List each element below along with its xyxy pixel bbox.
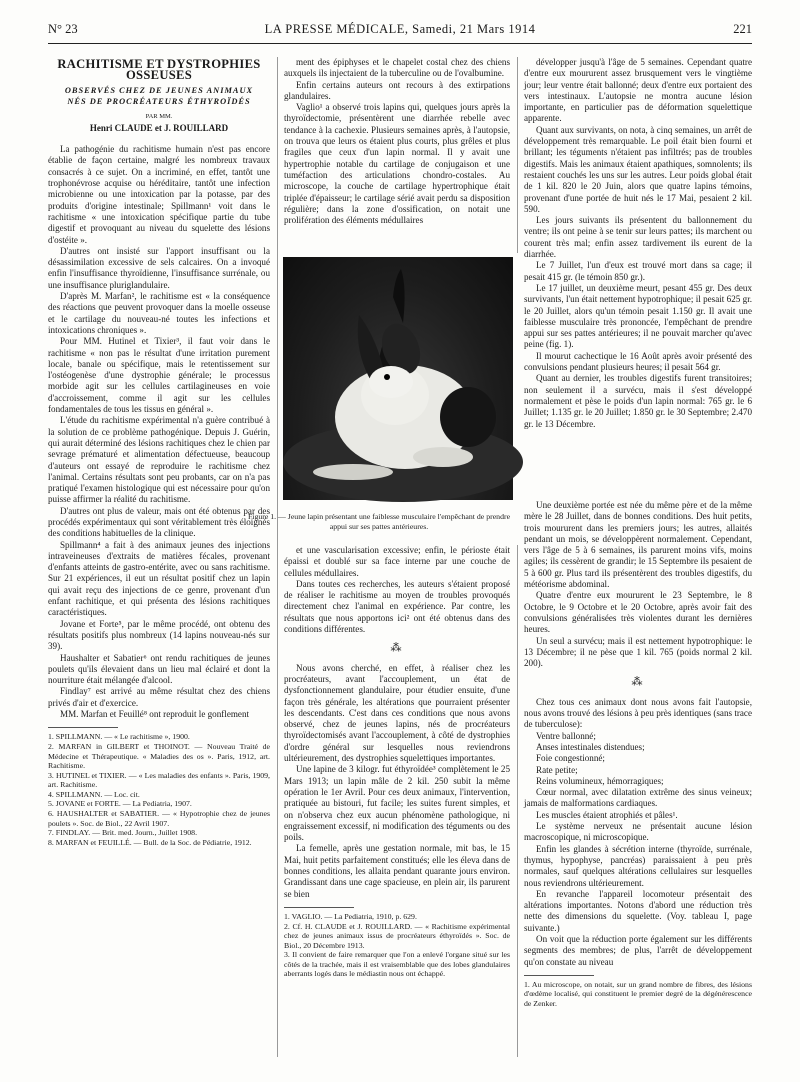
paragraph: En revanche l'appareil locomoteur présentait des altérations importantes. Notons d'abord une réduction très nette des dimensions du squelette. (Voy. tableau I, page suivante.): [524, 888, 752, 933]
footnote: 1. Au microscope, on notait, sur un grand nombre de fibres, des lésions d'œdème localisé, qui constituent le premier degré de la dégénérescence de Zenker.: [524, 979, 752, 1009]
footnote: 5. JOVANE et FORTE. — La Pediatria, 1907.: [48, 799, 192, 809]
body-text: [284, 545, 510, 900]
column-2: [284, 545, 510, 1057]
footnote: 7. FINDLAY. — Brit. med. Journ., Juillet 1908.: [48, 828, 198, 838]
column-divider: [277, 57, 278, 1057]
column-3: [524, 500, 752, 1058]
footnote: 8. MARFAN et FEUILLÉ. — Bull. de la Soc. de Pédiatrie, 1912.: [48, 837, 252, 847]
body-text: [524, 500, 752, 968]
paragraph: ment des épiphyses et le chapelet costal chez des chiens auxquels ils injectaient de la tuberculine ou de l'ovalbumine.: [284, 57, 510, 79]
paragraph: Spillmann⁴ a fait à des animaux jeunes des injections intraveineuses d'extraits de matières fécales, provenant d'enfants atteints de gastro-entérite, avec ou sans rachitisme. Sur 21 expériences, il eut un résultat positif chez un lapin qui avait reçu des injections de ce genre, provenant d'un enfant rachitique, et qui présenta des lésions rachitiques caractéristiques.: [48, 539, 270, 618]
paragraph: D'autres ont insisté sur l'apport insuffisant ou la désassimilation excessive de sels calcaires. On a invoqué enfin l'insuffisance thyroïdienne, l'insuffisance surrénale, ou une insuffisance pluriglandulaire.: [48, 245, 270, 290]
journal-title: LA PRESSE MÉDICALE, Samedi, 21 Mars 1914: [264, 22, 536, 36]
paragraph: Enfin les glandes à sécrétion interne (thyroïde, surrénale, thymus, hypophyse, pancréas) paraissaient à peu près normales, sauf quelques altérations cellulaires sur lesquelles nous reviendrons ultérieurement.: [524, 843, 752, 888]
footnote: 1. SPILLMANN. — « Le rachitisme », 1900.: [48, 732, 190, 742]
paragraph: Anses intestinales distendues;: [536, 741, 645, 752]
paragraph: Le 17 juillet, un deuxième meurt, pesant 455 gr. Des deux survivants, l'un était nettement hypotrophique; il pesait 625 gr. le 20 Juillet, alors qu'un témoin pesait 1.150 gr. Il avait une faiblesse musculaire très prononcée, l'empêchant de prendre appui sur ses pattes antérieures; il ne pouvait marcher qu'avec peine (fig. 1).: [524, 282, 752, 350]
section-separator: ⁂: [631, 676, 645, 689]
paragraph: Foie congestionné;: [536, 753, 605, 764]
paragraph: D'après M. Marfan², le rachitisme est « la conséquence des réactions que peuvent provoquer dans la moelle osseuse et le cartilage du nouveau-né toutes les infections et intoxications chroniques ».: [48, 291, 270, 335]
rabbit-photo-icon: [283, 257, 513, 500]
paragraph: La pathogénie du rachitisme humain n'est pas encore établie de façon certaine, malgré les nombreux travaux consacrés à ce sujet. On a incriminé, en effet, tantôt une trophonévrose acquise ou héréditaire, tantôt une infection microbienne ou une intoxication par la potasse, par des produits d'origine intestinale; Spillmann¹ voit dans le rachitisme « une intoxication spécifique partie du tube digestif et provoquant au niveau du squelette des lésions d'ostéite ».: [48, 144, 270, 245]
section-separator: ⁂: [390, 642, 404, 655]
paragraph: Chez tous ces animaux dont nous avons fait l'autopsie, nous avons trouvé des lésions à peu près identiques (sans trace de tuberculose):: [524, 696, 752, 730]
paragraph: Jovane et Forte⁵, par le même procédé, ont obtenu des résultats positifs plus nombreux (14 lapins nouveau-nés sur 39).: [48, 618, 270, 652]
paragraph: L'étude du rachitisme expérimental n'a guère contribué à la solution de ce problème pathogénique. Depuis J. Guérin, qui aurait déterminé des lésions rachitiques chez le chien par sevrage prématuré et alimentation défectueuse, beaucoup d'auteurs ont essayé de reproduire le rachitisme chez l'animal. Certains résultats sont peu probants, car on n'a pas pratiqué l'examen histologique qui est nécessaire pour qu'on puisse affirmer la réalité du rachitisme.: [48, 415, 270, 505]
paragraph: et une vascularisation excessive; enfin, le périoste était épaissi et doublé sur sa face interne par une couche de cellules médullaires.: [284, 545, 510, 578]
footnotes: [524, 980, 752, 1009]
column-1: [48, 57, 270, 1057]
body-text: [524, 57, 752, 430]
byline-prefix: PAR MM.: [145, 112, 173, 120]
paragraph: Reins volumineux, hémorragiques;: [536, 775, 664, 786]
authors: Henri CLAUDE et J. ROUILLARD: [89, 122, 229, 133]
paragraph: Quatre d'entre eux moururent le 23 Septembre, le 8 Octobre, le 9 Octobre et le 20 Octobre, après avoir fait des convulsions généralisées très violentes durant les dernières heures.: [524, 590, 752, 635]
footnote: 2. Cf. H. CLAUDE et J. ROUILLARD. — « Rachitisme expérimental chez de jeunes animaux issus de procréateurs éthyroïdés ». Soc. de Biol., 20 Décembre 1913.: [284, 921, 510, 950]
paragraph: Le système nerveux ne présentait aucune lésion macroscopique, ni microscopique.: [524, 821, 752, 843]
footnote: 1. VAGLIO. — La Pediatria, 1910, p. 629.: [284, 911, 417, 921]
footnote: 4. SPILLMANN. — Loc. cit.: [48, 789, 140, 799]
paragraph: Haushalter et Sabatier⁶ ont rendu rachitiques de jeunes poulets qu'ils élevaient dans un lieu mal éclairé et dont la nourriture était mélangée d'alcool.: [48, 652, 270, 686]
paragraph: Les jours suivants ils présentent du ballonnement du ventre; ils ont peine à se tenir sur leurs pattes; ils marchent ou courent très mal; enfin assez tardivement ils eurent de la diarrhée.: [524, 215, 752, 260]
paragraph: Ventre ballonné;: [536, 730, 596, 741]
paragraph: Un seul a survécu; mais il est nettement hypotrophique: le 13 Décembre; il ne pèse que 1 kil. 765 (poids normal 2 kil. 200).: [524, 635, 752, 669]
figure-1-photo: [283, 257, 513, 500]
paragraph: Il mourut cachectique le 16 Août après avoir présenté des convulsions pendant plusieurs heures; il pesait 564 gr.: [524, 350, 752, 373]
article-subtitle: NÉS DE PROCRÉATEURS ÉTHYROÏDÉS: [67, 96, 251, 106]
paragraph: Rate petite;: [536, 764, 578, 775]
page-number: 221: [733, 22, 752, 36]
footnote-rule: [48, 727, 118, 728]
paragraph: développer jusqu'à l'âge de 5 semaines. Cependant quatre d'entre eux moururent assez brusquement vers le vingtième jour; leur ventre était ballonné; deux d'entre eux portaient des vers intestinaux. L'autopsie ne montra aucune lésion importante, en particulier pas de déformation squelettique apparente.: [524, 57, 752, 124]
paragraph: Une deuxième portée est née du même père et de la même mère le 28 Juillet, dans de bonnes conditions. Des huit petits, trois moururent dans les premiers jours; les autres, allaités pendant un mois, se développèrent normalement. Cependant, vers l'âge de 5 à 6 semaines, ils parurent moins vifs, moins agiles; ils cessèrent de grandir; le 15 Septembre ils pesaient de 5 à 600 gr. Plus tard ils présentèrent des troubles digestifs, du météorisme abdominal.: [524, 500, 752, 590]
footnote: 2. MARFAN in GILBERT et THOINOT. — Nouveau Traité de Médecine et Thérapeutique. « Maladies des os ». Paris, 1912, art. Rachitisme.: [48, 741, 270, 771]
article-subtitle: OBSERVÉS CHEZ DE JEUNES ANIMAUX: [64, 85, 254, 95]
paragraph: Enfin certains auteurs ont recours à des extirpations glandulaires.: [284, 79, 510, 101]
paragraph: Pour MM. Hutinel et Tixier³, il faut voir dans le rachitisme « non pas le résultat d'une irritation purement locale, banale ou spécifique, mais le retentissement sur l'ostéogenèse d'une dystrophie générale; le processus morbide agit sur les cellules cartilagineuses en voie d'accroissement, comme il agit sur les cellules fondamentales de tous les tissus en général ».: [48, 336, 270, 415]
article-title: RACHITISME ET DYSTROPHIES OSSEUSES: [57, 57, 261, 83]
paragraph: Quant aux survivants, on nota, à cinq semaines, un arrêt de développement très remarquable. Le poil était bien fourni et brillant; les téguments n'étaient pas infiltrés; pas de troubles digestifs. Mais les animaux étaient apathiques, somnolents; ils restaient couchés les uns sur les autres. Leur poids global était de 1 kil. 820 le 20 Juin, alors que quatre lapins témoins, provenant d'une portée de huit nés le 17 Mai, pesaient 2 kil. 590.: [524, 124, 752, 214]
paragraph: Les muscles étaient atrophiés et pâles¹.: [536, 809, 678, 820]
issue-number: N° 23: [48, 22, 78, 36]
column-3-top: [524, 57, 752, 429]
running-header: [48, 22, 752, 40]
paragraph: Quant au dernier, les troubles digestifs furent transitoires; non seulement il a survécu, mais il s'est développé normalement et pèse le poids d'un lapin normal: 765 gr. le 6 Juillet; 1.135 gr. le 20 Juillet; 1.850 gr. le 30 Septembre; 2.470 gr. le 13 Décembre.: [524, 373, 752, 429]
paragraph: On voit que la réduction porte également sur les différents segments des membres; de plus, l'arrêt de développement qu'on constate au niveau: [524, 933, 752, 967]
body-text: [48, 144, 270, 720]
column-2-top: [284, 57, 510, 253]
column-divider: [517, 57, 518, 253]
paragraph: Vaglio¹ a observé trois lapins qui, quelques jours après la thyroïdectomie, présentèrent une diarrhée rebelle avec tendance à la cachexie. Plusieurs semaines après, à l'autopsie, on trouva que leurs os étaient plus courts, plus grêles et plus fragiles que ceux d'un lapin normal. Il y avait une hypertrophie notable du cartilage de conjugaison et une tuméfaction des articulations chondro-costales. Au microscope, la couche de cartilage hypertrophique était triplée d'épaisseur; le cartilage sérié avait perdu sa disposition régulière; dans la zone d'ossification, on notait une prolifération des éléments médullaires: [284, 102, 510, 226]
footnote: 3. Il convient de faire remarquer que l'on a enlevé l'organe situé sur les côtés de la trachée, mais il est vraisemblable que des lobes glandulaires aberrants logés dans le médiastin nous ont échappé.: [284, 950, 510, 979]
footnote: 6. HAUSHALTER et SABATIER. — « Hypotrophie chez de jeunes poulets ». Soc. de Biol., 22 Avril 1907.: [48, 809, 270, 828]
paragraph: Nous avons cherché, en effet, à réaliser chez les procréateurs, avant l'accouplement, un état de dysfonctionnement glandulaire, pour étudier ensuite, d'une façon très générale, les altérations que pourraient présenter les descendants. C'est dans ces conditions que nous avons observé, chez de jeunes lapins, nés de procréateurs thyroïdectomisés avant l'accouplement, à côté de dystrophies d'ordre général sur lesquelles nous reviendrons ultérieurement, des dystrophies squelettiques importantes.: [284, 662, 510, 764]
body-text: [284, 57, 510, 226]
column-divider: [517, 545, 518, 1057]
footnote-rule: [524, 975, 594, 976]
paragraph: Une lapine de 3 kilogr. fut éthyroïdée³ complètement le 25 Mars 1913; un lapin mâle de 2 kil. 250 subit la même opération le 1er Avril. Pour ces deux animaux, l'intervention, pratiquée au bistouri, fut facile; les suites furent simples, et on n'observa chez eux aucun phénomène pathologique, ni engraissement excessif, ni modification des téguments ou des poils.: [284, 764, 510, 843]
footnote: 3. HUTINEL et TIXIER. — « Les maladies des enfants ». Paris, 1909, art. Rachitisme.: [48, 770, 270, 790]
paragraph: Dans toutes ces recherches, les auteurs s'étaient proposé de réaliser le rachitisme au moyen de troubles provoqués directement chez l'animal en expérience. Par contre, les résultats que nous apportons ici² ont été obtenus dans des conditions différentes.: [284, 578, 510, 635]
figure-caption: Figure 1. — Jeune lapin présentant une faiblesse musculaire l'empêchant de prendre appui sur ses pattes antérieures.: [247, 512, 511, 531]
footnotes: [48, 732, 270, 847]
paragraph: MM. Marfan et Feuillé⁸ ont reproduit le gonflement: [60, 709, 250, 720]
footnotes: [284, 912, 510, 979]
paragraph: Le 7 Juillet, l'un d'eux est trouvé mort dans sa cage; il pesait 415 gr. (le témoin 850 gr.).: [524, 260, 752, 282]
paragraph: D'autres ont plus de valeur, mais ont été obtenus par des procédés expérimentaux qui sont véritablement très éloignés des conditions habituelles de la clinique.: [48, 505, 270, 539]
footnote-rule: [284, 907, 354, 908]
paragraph: La femelle, après une gestation normale, mit bas, le 15 Mai, huit petits parfaitement constitués; elle les éleva dans de bonnes conditions, les allaita pendant quarante jours environ. Grandissant dans une cage spacieuse, en plein air, ils parurent se bien: [284, 843, 510, 899]
paragraph: Cœur normal, avec dilatation extrême des sinus veineux; jamais de malformations cardiaques.: [524, 787, 752, 809]
header-rule: [48, 43, 752, 44]
paragraph: Findlay⁷ est arrivé au même résultat chez des chiens privés d'air et d'exercice.: [48, 686, 270, 708]
